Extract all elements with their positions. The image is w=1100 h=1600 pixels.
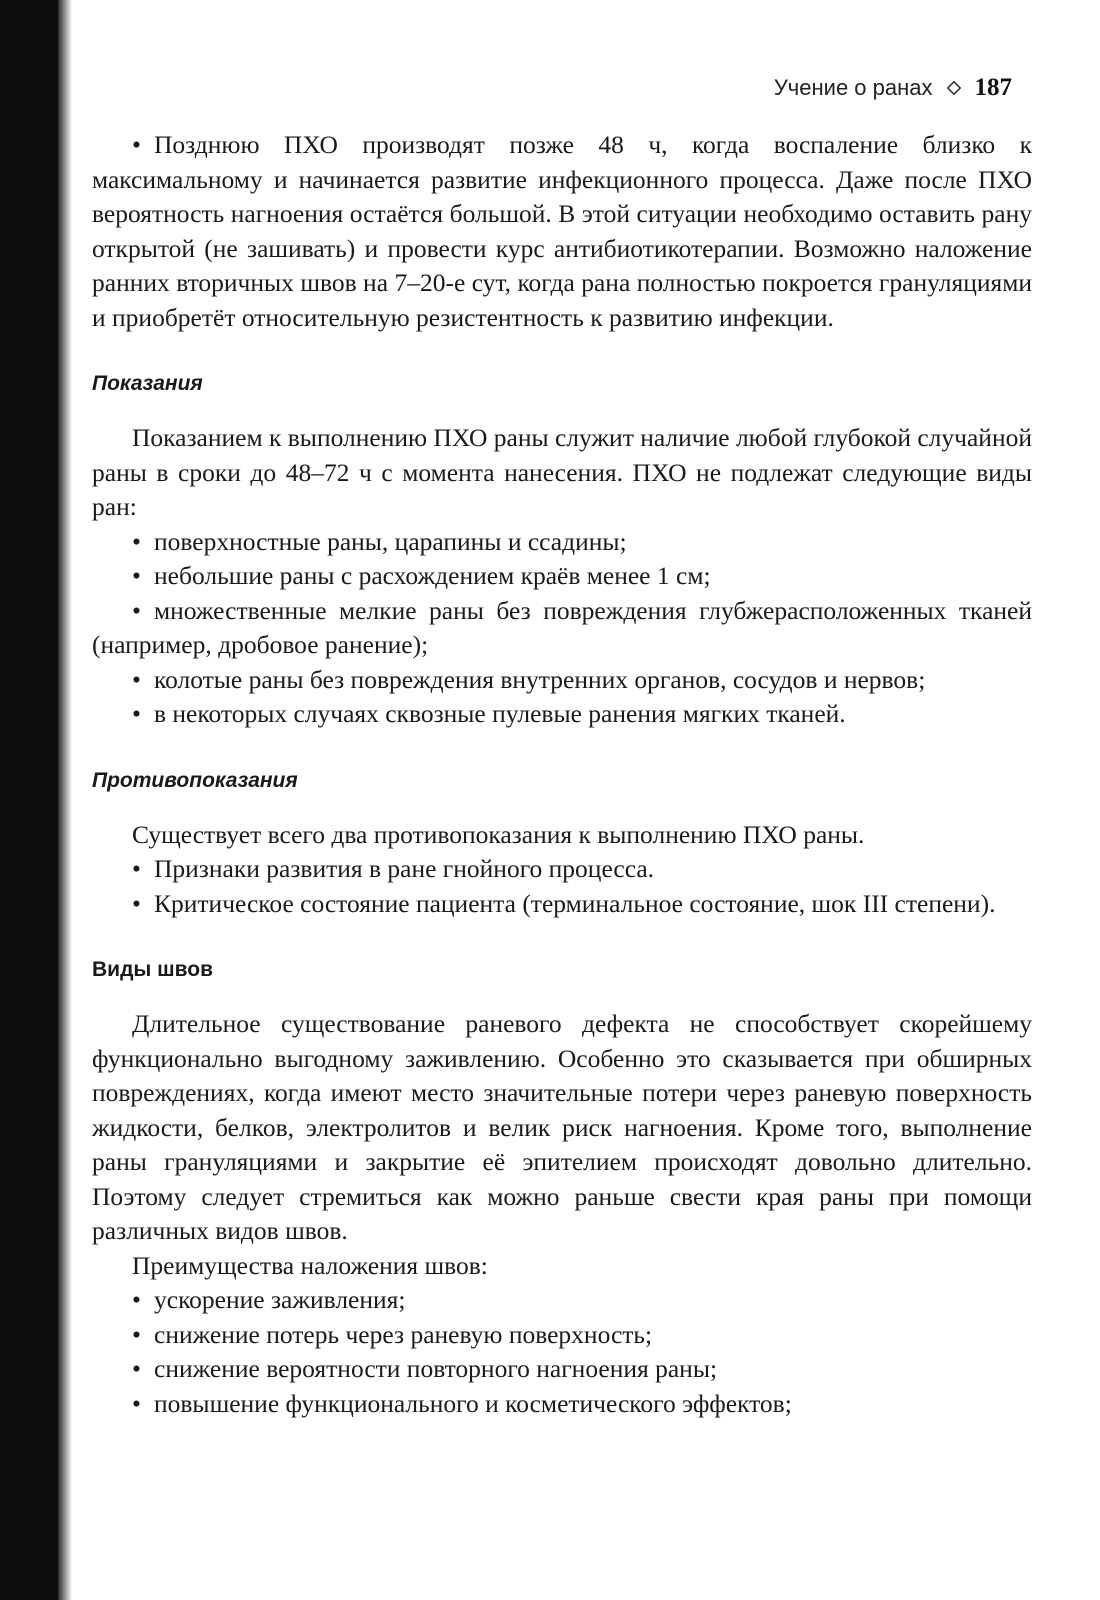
page-number: 187 xyxy=(974,74,1012,101)
contraindications-paragraph: Существует всего два противопоказания к выполнению ПХО раны. xyxy=(132,819,865,849)
list-item-text: небольшие раны с расхождением краёв менее 1 см; xyxy=(154,561,711,590)
list-item-text: снижение вероятности повторного нагноения раны; xyxy=(154,1354,718,1383)
bullet-mark: • xyxy=(132,1354,141,1383)
list-item-text: Критическое состояние пациента (терминальное состояние, шок III степени). xyxy=(154,888,996,918)
list-item xyxy=(92,663,1032,698)
list-item-text: колотые раны без повреждения внутренних органов, сосудов и нервов; xyxy=(154,664,926,694)
list-item xyxy=(92,1387,1032,1422)
section-heading-indications: Показания xyxy=(92,372,203,395)
sutures-advantages-label: Преимущества наложения швов: xyxy=(132,1250,488,1280)
list-item-text: ускорение заживления; xyxy=(154,1285,406,1314)
page-body xyxy=(92,128,1032,1421)
list-item xyxy=(92,887,1032,922)
bullet-mark: • xyxy=(132,1319,141,1349)
intro-bullet-paragraph xyxy=(92,128,1032,335)
list-item-text: снижение потерь через раневую поверхность; xyxy=(154,1319,653,1349)
bullet-mark: • xyxy=(132,130,141,159)
diamond-icon xyxy=(947,81,961,95)
list-item-text: повышение функционального и косметического эффектов; xyxy=(154,1388,792,1418)
section-heading-contraindications: Противопоказания xyxy=(92,768,298,792)
bullet-mark: • xyxy=(132,595,141,625)
indications-list xyxy=(92,525,1032,732)
book-spine-shadow xyxy=(0,0,58,1600)
intro-bullet-text: Позднюю ПХО производят позже 48 ч, когда воспаление близко к максимальному и начинается развитие инфекционного процесса. Даже после ПХО вероятность нагноения остаётся большой. В этой ситуации необходимо оставить рану открытой (не зашивать) и провести курс антибиотикотерапии. Возможно наложение ранних вторичных швов на 7–20-е сут, когда рана полностью покроется грануляциями и приобретёт относительную резистентность к развитию инфекции. xyxy=(92,130,1032,332)
list-item xyxy=(92,525,1032,560)
list-item-text: в некоторых случаях сквозные пулевые ранения мягких тканей. xyxy=(154,699,846,728)
list-item-text: поверхностные раны, царапины и ссадины; xyxy=(154,526,627,556)
list-item xyxy=(92,594,1032,663)
list-item xyxy=(92,697,1032,732)
list-item xyxy=(92,1318,1032,1353)
bullet-mark: • xyxy=(132,699,141,728)
running-header-title: Учение о ранах xyxy=(773,75,933,100)
running-header xyxy=(774,74,1012,102)
section-heading-sutures: Виды швов xyxy=(92,958,214,981)
list-item xyxy=(92,1283,1032,1318)
bullet-mark: • xyxy=(132,888,141,918)
list-item xyxy=(92,852,1032,887)
indications-paragraph: Показанием к выполнению ПХО раны служит наличие любой глубокой случайной раны в сроки до 48–72 ч с момента нанесения. ПХО не подлежат следующие виды ран: xyxy=(92,423,1032,521)
list-item-text: множественные мелкие раны без повреждения глубжерасположенных тканей (например, дробовое ранение); xyxy=(92,595,1032,659)
bullet-mark: • xyxy=(132,854,141,883)
spine-edge-gradient xyxy=(58,0,72,1600)
list-item xyxy=(92,559,1032,594)
bullet-mark: • xyxy=(132,1388,141,1418)
bullet-mark: • xyxy=(132,561,141,590)
contraindications-list xyxy=(92,852,1032,921)
sutures-advantages-list xyxy=(92,1283,1032,1421)
list-item-text: Признаки развития в ране гнойного процесса. xyxy=(154,854,655,883)
sutures-paragraph: Длительное существование раневого дефекта не способствует скорейшему функционально выгодному заживлению. Особенно это сказывается при обширных повреждениях, когда имеют место значительные потери через раневую поверхность жидкости, белков, электролитов и велик риск нагноения. Кроме того, выполнение раны грануляциями и закрытие её эпителием происходят довольно длительно. Поэтому следует стремиться как можно раньше свести края раны при помощи различных видов швов. xyxy=(92,1009,1032,1245)
bullet-mark: • xyxy=(132,664,141,694)
bullet-mark: • xyxy=(132,1285,141,1314)
bullet-mark: • xyxy=(132,526,141,556)
list-item xyxy=(92,1352,1032,1387)
